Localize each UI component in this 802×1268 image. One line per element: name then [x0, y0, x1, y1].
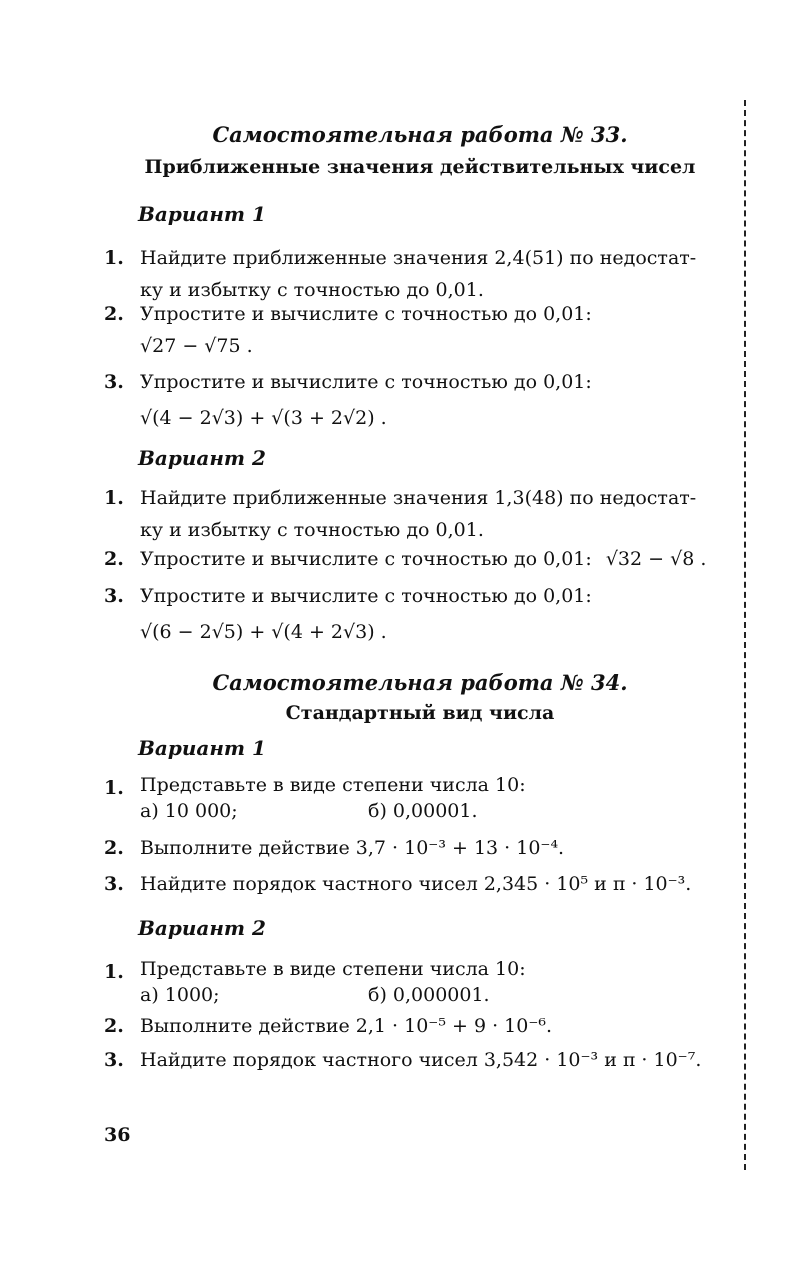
task-number: 3.	[104, 1049, 124, 1071]
option-b: б) 0,00001.	[368, 800, 478, 822]
task-options	[140, 798, 744, 824]
variant-heading: Вариант 2	[138, 446, 266, 470]
task-expression: √27 − √75 .	[140, 335, 253, 357]
task-text: Упростите и вычислите с точностью до 0,01:	[140, 303, 592, 325]
page-number: 36	[104, 1124, 131, 1146]
task-text: Найдите порядок частного чисел 2,345 · 10⁵ и π · 10⁻³.	[140, 873, 692, 895]
task-text: Представьте в виде степени числа 10:	[140, 774, 526, 796]
task-number: 1.	[104, 247, 124, 269]
option-b: б) 0,000001.	[368, 984, 490, 1006]
task	[104, 242, 744, 306]
task	[104, 482, 744, 546]
option-a: а) 1000;	[140, 984, 220, 1006]
work-title: Самостоятельная работа № 34.	[212, 670, 628, 695]
task	[104, 580, 744, 648]
task	[104, 543, 744, 575]
task-text: ку и избытку с точностью до 0,01.	[140, 519, 484, 541]
task	[104, 1044, 744, 1076]
task	[104, 956, 744, 1008]
task-number: 1.	[104, 777, 124, 799]
task-text: Представьте в виде степени числа 10:	[140, 958, 526, 980]
task-number: 3.	[104, 371, 124, 393]
task-number: 1.	[104, 961, 124, 983]
task-text: ку и избытку с точностью до 0,01.	[140, 279, 484, 301]
task-number: 1.	[104, 487, 124, 509]
work-subtitle: Приближенные значения действительных чисел	[144, 156, 696, 178]
task	[104, 366, 744, 434]
task-expression: √(6 − 2√5) + √(4 + 2√3) .	[140, 621, 387, 643]
work-subtitle: Стандартный вид числа	[285, 702, 555, 724]
task-text: Упростите и вычислите с точностью до 0,01:	[140, 371, 592, 393]
task-text-part: Упростите и вычислите с точностью до 0,01:	[140, 548, 592, 570]
task-text: Найдите порядок частного чисел 3,542 · 10⁻³ и π · 10⁻⁷.	[140, 1049, 702, 1071]
task	[104, 772, 744, 824]
task-expression: √(4 − 2√3) + √(3 + 2√2) .	[140, 407, 387, 429]
task-number: 2.	[104, 303, 124, 325]
option-a: а) 10 000;	[140, 800, 238, 822]
task	[104, 832, 744, 864]
task-text: Упростите и вычислите с точностью до 0,01:	[140, 585, 592, 607]
task-number: 3.	[104, 585, 124, 607]
task-number: 3.	[104, 873, 124, 895]
cut-line	[744, 100, 746, 1170]
task-options	[140, 982, 744, 1008]
variant-heading: Вариант 1	[138, 202, 266, 226]
task-text: Выполните действие 3,7 · 10⁻³ + 13 · 10⁻⁴.	[140, 837, 565, 859]
task	[104, 1010, 744, 1042]
task-text	[140, 543, 744, 575]
work-title: Самостоятельная работа № 33.	[212, 122, 628, 147]
task-number: 2.	[104, 837, 124, 859]
task-number: 2.	[104, 1015, 124, 1037]
task-text: Найдите приближенные значения 2,4(51) по недостат-	[140, 247, 697, 269]
task	[104, 298, 744, 362]
task-text: Выполните действие 2,1 · 10⁻⁵ + 9 · 10⁻⁶.	[140, 1015, 553, 1037]
variant-heading: Вариант 1	[138, 736, 266, 760]
task-text: Найдите приближенные значения 1,3(48) по недостат-	[140, 487, 697, 509]
task	[104, 868, 744, 900]
task-expression: √32 − √8 .	[605, 548, 707, 570]
task-number: 2.	[104, 548, 124, 570]
variant-heading: Вариант 2	[138, 916, 266, 940]
